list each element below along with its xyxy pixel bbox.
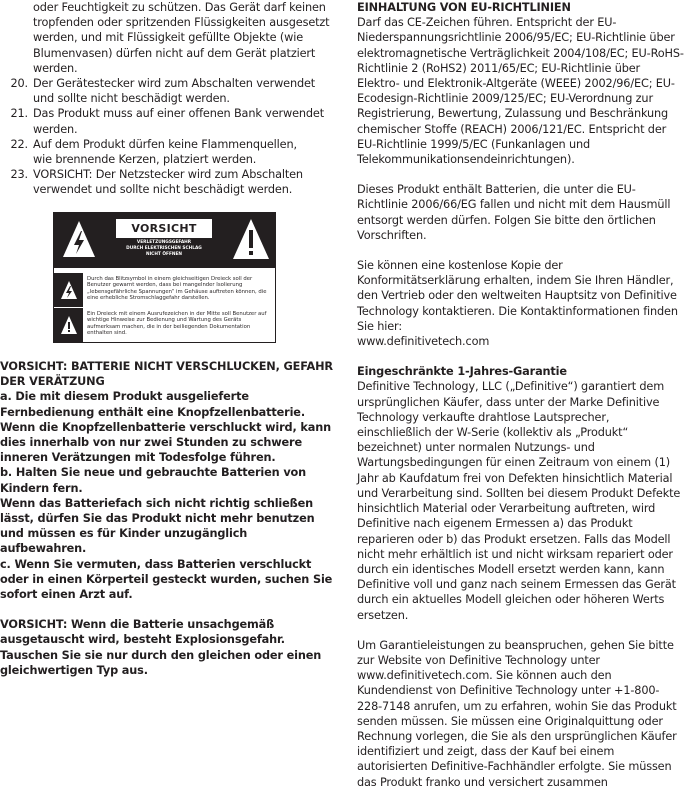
website-link: www.definitivetech.com bbox=[357, 335, 490, 349]
battery-disposal-text: Dieses Produkt enthält Batterien, die unter die EU-Richtlinie 2006/66/EG fallen und nicht mit dem Hausmüll entsorgt werden dürfen. Folgen Sie bitte den örtlichen Vorschriften. bbox=[357, 183, 671, 242]
left-column bbox=[0, 0, 333, 198]
small-exclamation-triangle-icon bbox=[60, 315, 78, 335]
item-number: 21. bbox=[10, 107, 28, 121]
intro-line: Blumenvasen) dürfen nicht auf dem Gerät platziert bbox=[33, 46, 316, 60]
warning-label-header bbox=[54, 213, 275, 268]
item-number: 22. bbox=[10, 137, 28, 151]
battery-warning-section bbox=[0, 359, 333, 678]
item-line: VORSICHT: Der Netzstecker wird zum Abschalten bbox=[33, 168, 303, 182]
small-lightning-triangle-icon bbox=[60, 280, 78, 300]
declaration-copy-text: Sie können eine kostenlose Kopie der Konformitätserklärung erhalten, indem Sie Ihren Händler, den Vertrieb oder den weltweiten Hauptsitz von Definitive Technology kontaktieren. Die Kontaktinformationen finden Sie hier: bbox=[357, 259, 678, 333]
battery-warning-title: VORSICHT: BATTERIE NICHT VERSCHLUCKEN, GEFAHR DER VERÄTZUNG bbox=[0, 360, 333, 389]
vorsicht-subtitle-1: VERLETZUNGSGEFAHR bbox=[136, 240, 192, 245]
item-line: Der Gerätestecker wird zum Abschalten verwendet bbox=[33, 77, 316, 91]
safety-item-19-continuation bbox=[0, 0, 333, 76]
lightning-explanation-row bbox=[54, 273, 275, 307]
battery-warning-c: c. Wenn Sie vermuten, dass Batterien verschluckt oder in einen Körperteil gesteckt wurden, suchen Sie sofort einen Arzt auf. bbox=[0, 557, 333, 602]
eu-compliance-text: Darf das CE-Zeichen führen. Entspricht der EU-Niederspannungsrichtlinie 2006/95/EC; EU-Richtlinie über elektromagnetische Verträglichkeit 2004/108/EC; EU-RoHS-Richtlinie 2 (RoHS2) 2011/65/EC; EU-Richtlinie über Elektro- und Elektronik-Altgeräte (WEEE) 2002/96/EC; EU-Ecodesign-Richtlinie 2009/125/EC; EU-Verordnung zur Registrierung, Bewertung, Zulassung und Beschränkung chemischer Stoffe (REACH) 2006/121/EC. Entspricht der EU-Richtlinie 1999/5/EC (Funkanlagen und Telekommunikationsendeinrichtungen). bbox=[357, 16, 684, 167]
exclamation-triangle-icon bbox=[232, 217, 270, 261]
battery-warning-b: b. Halten Sie neue und gebrauchte Batterien von Kindern fern. bbox=[0, 466, 307, 495]
intro-line: werden. bbox=[33, 61, 78, 75]
exclamation-icon-cell bbox=[54, 308, 83, 342]
battery-warning-a: a. Die mit diesem Produkt ausgelieferte Fernbedienung enthält eine Knopfzellenbatterie. Wenn die Knopfzellenbatterie verschluckt wird, kann dies innerhalb von nur zwei Stunden zu schwere inneren Verätzungen mit Todesfolge führen. bbox=[0, 390, 332, 465]
lightning-triangle-icon bbox=[62, 219, 96, 259]
lightning-icon-cell bbox=[54, 273, 83, 307]
safety-item-22 bbox=[0, 137, 333, 167]
battery-warning-b-cont: Wenn das Batteriefach sich nicht richtig schließen lässt, dürfen Sie das Produkt nicht mehr benutzen und müssen es für Kinder unzugänglich aufbewahren. bbox=[0, 496, 315, 556]
safety-item-21 bbox=[0, 106, 333, 136]
intro-line: werden, und mit Flüssigkeit gefüllte Objekte (wie bbox=[33, 31, 304, 45]
item-number: 20. bbox=[10, 77, 28, 91]
safety-item-23 bbox=[0, 167, 333, 197]
right-column bbox=[357, 0, 684, 790]
exclamation-explanation-row bbox=[54, 308, 275, 342]
item-line: Auf dem Produkt dürfen keine Flammenquellen, bbox=[33, 137, 297, 151]
exclamation-explanation: Ein Dreieck mit einem Ausrufezeichen in der Mitte soll Benutzer auf wichtige Hinweise zur Bedienung und Wartung des Geräts aufmerksam machen, die in der beiliegenden Dokumentation enthalten sind. bbox=[87, 311, 267, 336]
item-line: verwendet und sollte nicht beschädigt werden. bbox=[33, 183, 293, 197]
vorsicht-subtitle-2: DURCH ELEKTRISCHEN SCHLAG bbox=[126, 246, 202, 251]
vorsicht-subtitle-3: NICHT ÖFFNEN bbox=[145, 252, 183, 257]
item-line: wie brennende Kerzen, platziert werden. bbox=[33, 153, 257, 167]
eu-compliance-title: EINHALTUNG VON EU-RICHTLINIEN bbox=[357, 1, 571, 14]
item-number: 23. bbox=[10, 168, 28, 182]
item-line: werden. bbox=[33, 122, 78, 136]
item-line: und sollte nicht beschädigt werden. bbox=[33, 92, 230, 106]
warranty-claim-text: Um Garantieleistungen zu beanspruchen, gehen Sie bitte zur Website von Definitive Technology unter www.definitivetech.com. Sie können auch den Kundendienst von Definitive Technology unter +1-800-228-7148 anrufen, um zu erfahren, wohin Sie das Produkt senden müssen. Sie müssen eine Originalquittung oder Rechnung vorlegen, die Sie als den ursprünglichen Käufer identifiziert und zeigt, dass der Kauf bei einem autorisierten Definitive-Fachhändler erfolgte. Sie müssen das Produkt franko und versichert zusammen bbox=[357, 638, 677, 789]
lightning-explanation: Durch das Blitzsymbol in einem gleichseitigen Dreieck soll der Benutzer gewarnt werden, dass bei mangelnder Isolierung „lebensgefährliche Spannungen“ im Gehäuse auftreten können, die eine erhebliche Stromschlaggefahr darstellen. bbox=[87, 276, 267, 301]
explosion-warning: VORSICHT: Wenn die Batterie unsachgemäß ausgetauscht wird, besteht Explosionsgefahr. Tauschen Sie sie nur durch den gleichen oder einen gleichwertigen Typ aus. bbox=[0, 618, 322, 677]
intro-line: oder Feuchtigkeit zu schützen. Das Gerät darf keinen bbox=[33, 1, 326, 14]
intro-line: tropfenden oder spritzenden Flüssigkeiten ausgesetzt bbox=[33, 16, 330, 30]
warranty-title: Eingeschränkte 1-Jahres-Garantie bbox=[357, 365, 567, 379]
vorsicht-badge bbox=[116, 219, 212, 259]
shock-warning-label bbox=[53, 212, 276, 343]
warranty-text: Definitive Technology, LLC („Definitive“) garantiert dem ursprünglichen Käufer, dass unter der Marke Definitive Technology verkaufte drahtlose Lautsprecher, einschließlich der W-Serie (kollektiv als „Produkt“ bezeichnet) unter normalen Nutzungs- und Wartungsbedingungen für einen Zeitraum von einem (1) Jahr ab Kaufdatum frei von Defekten hinsichtlich Material und Verarbeitung sind. Sollten bei diesem Produkt Defekte hinsichtlich Material oder Verarbeitung auftreten, wird Definitive nach eigenem Ermessen a) das Produkt reparieren oder b) das Produkt ersetzen. Falls das Modell nicht mehr erhältlich ist und nicht wirksam repariert oder durch ein identisches Modell ersetzt werden kann, kann Definitive voll und ganz nach seinem Ermessen das Gerät durch ein aktuelles Modell gleichen oder höheren Werts ersetzen. bbox=[357, 380, 681, 622]
vorsicht-title: VORSICHT bbox=[116, 219, 212, 238]
safety-item-20 bbox=[0, 76, 333, 106]
item-line: Das Produkt muss auf einer offenen Bank verwendet bbox=[33, 107, 324, 121]
